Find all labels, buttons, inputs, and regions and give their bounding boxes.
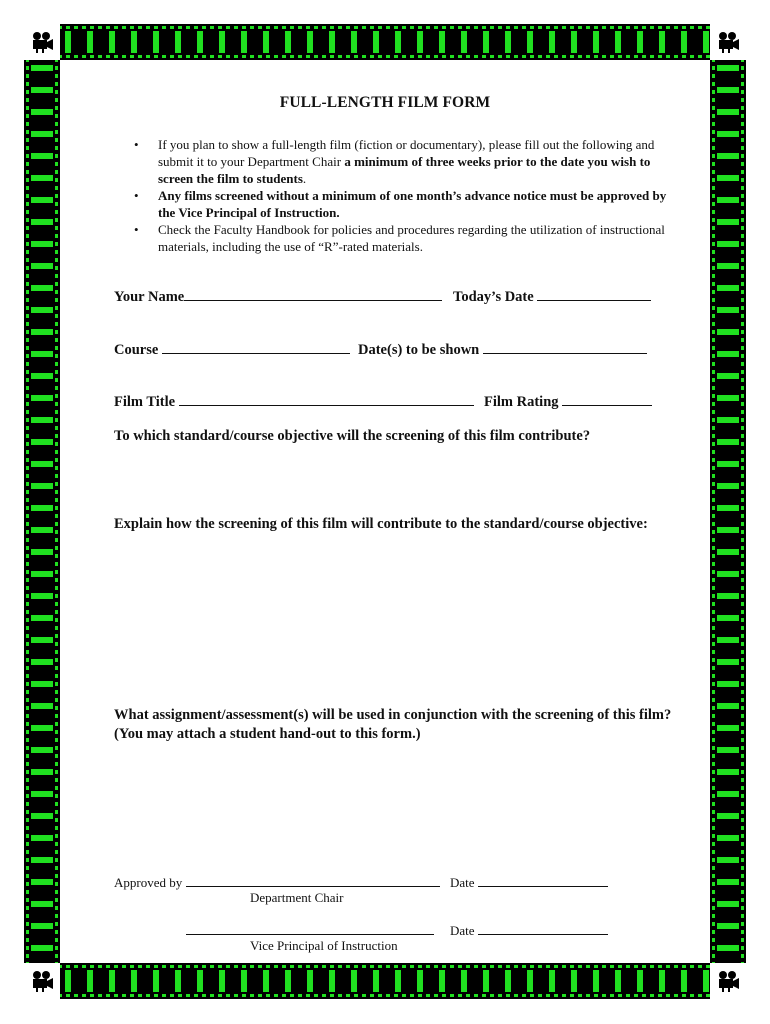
chair-date-label: Date xyxy=(450,875,475,890)
question-assignment: What assignment/assessment(s) will be used in conjunction with the screening of this film? (You may attach a student hand-out to this form.) xyxy=(114,707,672,742)
your-name-field[interactable] xyxy=(184,286,442,301)
film-title-row xyxy=(114,391,474,411)
approved-by-label: Approved by xyxy=(114,875,183,890)
film-rating-field[interactable] xyxy=(562,391,652,406)
dates-shown-field[interactable] xyxy=(483,339,647,354)
instruction-emphasis: Any films screened without a minimum of one month’s advance notice must be approved by the Vice Principal of Instruction. xyxy=(158,188,667,220)
vp-date-row xyxy=(450,922,608,939)
page-title: FULL-LENGTH FILM FORM xyxy=(279,94,491,111)
department-chair-caption: Department Chair xyxy=(250,890,344,905)
instruction-item xyxy=(130,187,670,221)
chair-date-row xyxy=(450,874,608,891)
film-camera-icon xyxy=(24,24,60,60)
bullet-icon: • xyxy=(134,137,139,152)
todays-date-label: Today’s Date xyxy=(453,289,534,305)
film-title-label: Film Title xyxy=(114,394,176,410)
vice-principal-signature-field[interactable] xyxy=(186,922,434,935)
your-name-row xyxy=(114,286,442,306)
question-explain: Explain how the screening of this film will contribute to the standard/course objective: xyxy=(114,516,648,532)
course-field[interactable] xyxy=(162,339,350,354)
film-strip-border-top xyxy=(24,24,746,60)
film-rating-label: Film Rating xyxy=(484,394,559,410)
vice-principal-caption: Vice Principal of Instruction xyxy=(250,938,398,953)
instruction-item xyxy=(130,221,670,255)
your-name-label: Your Name xyxy=(114,289,185,305)
course-row xyxy=(114,339,350,359)
film-strip-border-left xyxy=(24,24,60,999)
film-strip-border-right xyxy=(710,24,746,999)
film-rating-row xyxy=(484,391,652,411)
film-camera-icon xyxy=(24,963,60,999)
bullet-icon: • xyxy=(134,188,139,203)
todays-date-field[interactable] xyxy=(537,286,651,301)
chair-date-field[interactable] xyxy=(478,874,608,887)
film-camera-icon xyxy=(710,963,746,999)
todays-date-row xyxy=(453,286,651,306)
instruction-tail: . xyxy=(302,171,307,186)
instruction-text: Check the Faculty Handbook for policies and procedures regarding the utilization of instructional materials, including the use of “R”-rated materials. xyxy=(158,222,665,254)
film-title-field[interactable] xyxy=(179,391,474,406)
instruction-item xyxy=(130,136,670,187)
dates-shown-label: Date(s) to be shown xyxy=(358,342,480,358)
approved-by-row xyxy=(114,874,440,891)
dates-shown-row xyxy=(358,339,647,359)
vp-signature-row xyxy=(186,922,434,939)
instructions-list xyxy=(130,136,670,255)
course-label: Course xyxy=(114,342,159,358)
bullet-icon: • xyxy=(134,222,139,237)
department-chair-signature-field[interactable] xyxy=(186,874,440,887)
instruction-text: If you plan to show a full-length film (fiction or documentary), please fill out the following and submit it to your Department Chair xyxy=(158,137,655,169)
film-camera-icon xyxy=(710,24,746,60)
vp-date-field[interactable] xyxy=(478,922,608,935)
question-objective: To which standard/course objective will the screening of this film contribute? xyxy=(114,428,591,444)
instruction-emphasis: a minimum of three weeks prior to the date you wish to screen the film to students xyxy=(158,154,651,186)
film-strip-border-bottom xyxy=(24,963,746,999)
vp-date-label: Date xyxy=(450,923,475,938)
